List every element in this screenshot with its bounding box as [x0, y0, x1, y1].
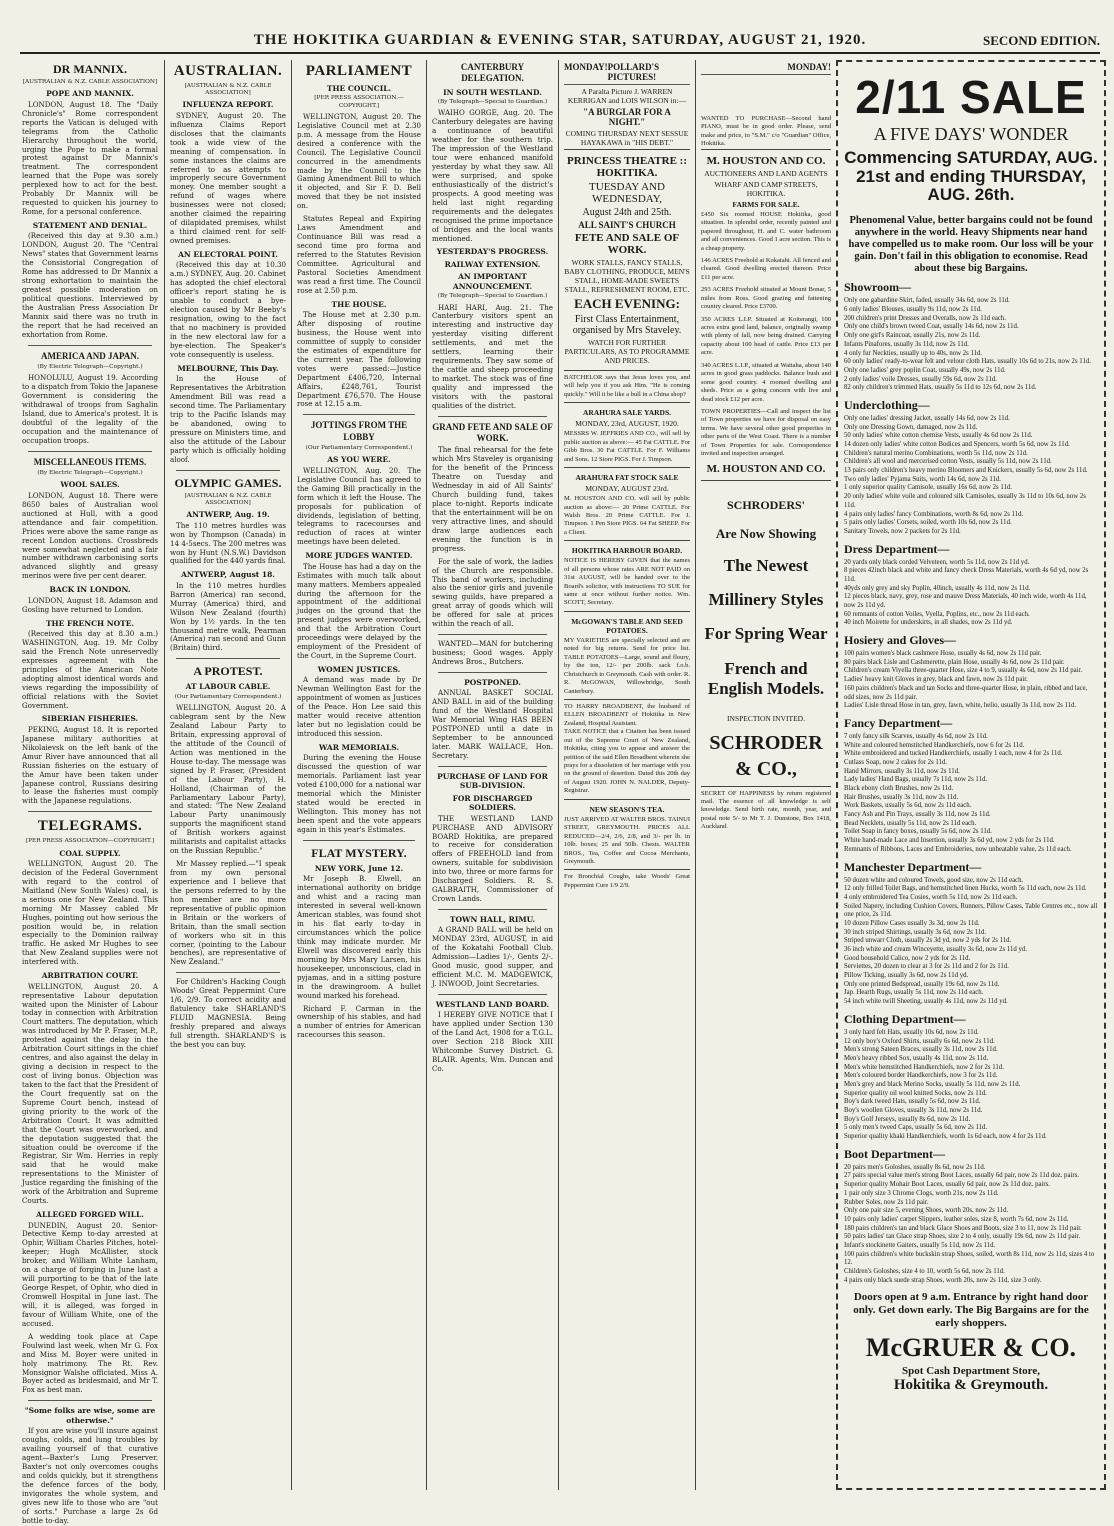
department-heading: Hosiery and Gloves—	[844, 633, 957, 648]
article-paragraph: The 110 metres hurdles was won by Thompson (Canada) in 14 4-5secs. The 200 metres was won by Hunt (N.S.W.) Davidson qualified for the 440 yards final.	[170, 520, 286, 566]
monday-right: MONDAY!	[787, 62, 831, 72]
subhead: ANTWERP, Aug. 19.	[186, 510, 270, 520]
houston-farms	[701, 149, 831, 480]
sale-item: Children's cream Viyella three-quarter Hose, size 4 to 9, usually 4s 6d, now 2s 11d pair.	[844, 667, 1083, 675]
masthead	[20, 30, 1100, 54]
sale-item: Jap. Hearth Rugs, usually 5s 11d, now 2s 11d each.	[844, 989, 984, 997]
headline-misc-items: MISCELLANEOUS ITEMS.	[33, 456, 147, 467]
subhead: AT LABOUR CABLE.	[185, 682, 271, 692]
subhead: YESTERDAY'S PROGRESS.	[436, 247, 549, 257]
subhead: NEW YORK, June 12.	[314, 863, 404, 873]
sale-item: 4 only fur Neckties, usually up to 40s, now 2s 11d.	[844, 349, 983, 357]
article-paragraph: (Received this day at 10.30 a.m.) SYDNEY, Aug. 20. Cabinet has adopted the chief electoral officer's report stating he is unable to conduct a bye-election caused by Mr Beeby's resignation, owing to the fact that no machinery is provided in the new electoral law for a bye-election. The Speaker's vote consequently is useless.	[170, 260, 286, 359]
sale-item: Pillow Ticking, usually 3s 6d, now 2s 11d yd.	[844, 972, 969, 980]
divider	[303, 414, 415, 415]
sale-item: 30 inch striped Shirtings, usually 3s 6d, now 2s 11d.	[844, 928, 987, 936]
subhead: MORE JUDGES WANTED.	[305, 551, 413, 561]
first-class: First Class Entertainment, organised by Mrs Staveley.	[572, 314, 682, 336]
article-paragraph: Statutes Repeal and Expiring Laws Amendment and Continuance Bill was read a second time pro forma and referred to the Statutes Revision Committee. Agricultural and Pastoral Societies Amendment was read a first time. The Council rose at 2.50 p.m.	[297, 214, 421, 295]
citation-text: TAKE NOTICE that a Citation has been issued out of the Supreme Court of New Zealand, Hokitika, citing you to appear and answer the petition of the said Ellen Broadbent wherein she prays for a dissolution of her marriage with you on the ground of desertion. Dated this 20th day of August 1920. JOHN N. NALDER, Deputy-Registrar.	[564, 728, 690, 795]
sale-item: Only one girl's Raincoat, usually 21s, now 2s 11d.	[844, 332, 981, 340]
citation-to: TO HARRY BROADBENT, the husband of ELLEN BROADBENT of Hokitika in New Zealand, Hospital Assistant.	[564, 702, 690, 727]
classified-paragraph: ANNUAL BASKET SOCIAL AND BALL in aid of the building fund of the Westland Hospital War Memorial Wing HAS BEEN POSTPONED until a date in September to be announced later. MARK WALLACE, Hon. Secretary.	[432, 688, 553, 760]
headline-olympic: OLYMPIC GAMES.	[174, 475, 282, 490]
showing: Are Now Showing	[715, 525, 817, 541]
sale-item: 20 yards only black corded Velveteen, worth 5s 11d, now 2s 11d yd.	[844, 558, 1030, 566]
headline-jottings: JOTTINGS FROM THE LOBBY	[310, 420, 408, 442]
sale-item: 12 only frilled Toilet Bags, and hemstitched linen Hucks, worth 5s 11d each, now 2s 11d.	[844, 885, 1087, 893]
subhead: IN SOUTH WESTLAND.	[443, 87, 542, 97]
days: TUESDAY AND WEDNESDAY,	[589, 181, 665, 205]
sale-item: Ladies' heavy knit Gloves in grey, black and fawn, now 2s 11d pair.	[844, 676, 1028, 684]
article-paragraph: HARI HARI, Aug. 21. The Canterbury visitors spent an interesting and instructive day yesterday visiting different settlements, and met the settlers, learning their requirements. They saw some of the cattle and sheep proceeding to market. The stock was of fine quality and impressed the visitors with the pastoral qualities of the district.	[432, 302, 553, 410]
tea-title: NEW SEASON'S TEA.	[589, 804, 665, 814]
sale-item: Superior quality khaki Handkerchiefs, worth 1s 6d each, now 4 for 2s 11d.	[844, 1133, 1047, 1141]
subhead: AN ELECTORAL POINT.	[178, 249, 278, 259]
mcgruer-sale-ad	[836, 60, 1106, 1490]
princess-theatre-ad	[564, 149, 690, 370]
divider	[303, 840, 415, 841]
caption: (By Electric Telegraph—Copyright.)	[37, 364, 143, 371]
sale-item: 10 dozen Pillow Cases usually 3s 3d, now 2s 11d.	[844, 919, 980, 927]
schroders-title: SCHRODERS'	[726, 497, 806, 512]
arahura-title: ARAHURA SALE YARDS.	[582, 408, 671, 418]
article-paragraph: The House met at 2.30 p.m. After disposing of routine business, the House went into committee of supply to consider the estimates of expenditure for the current year. The following votes were passed:—Justice Department £406,720, Internal Affairs, £248,761, Tourist Department £76,570. The House rose at 12.15 a.m.	[297, 310, 421, 409]
sale-item: Children's natural merino Combinations, worth 5s 11d, now 2s 11d.	[844, 449, 1028, 457]
caption: (By Telegraph—Special to Guardian.)	[437, 99, 548, 106]
subhead: INFLUENZA REPORT.	[182, 100, 274, 110]
farm-293: 293 ACRES Freehold situated at Mount Bonar, 5 miles from Ross. Good grazing and fattening country cleared. Price £3700.	[701, 286, 831, 311]
article-paragraph: LONDON, August 18. Adamson and Gosling have returned to London.	[22, 595, 158, 614]
cough-ad: For Bronchial Coughs, take Woods' Great Peppermint Cure 1/9 2/9.	[564, 869, 690, 893]
schroders-ad	[701, 480, 831, 786]
sale-item: 5 only men's tweed Caps, usually 5s 6d, now 2s 11d.	[844, 1124, 988, 1132]
sale-dates: Commencing SATURDAY, AUG. 21st and ending THURSDAY, AUG. 26th.	[844, 148, 1098, 205]
divider	[28, 451, 152, 452]
sale-item: 40 inch Moirette for underskirts, in all shades, now 2s 11d yd.	[844, 619, 1013, 627]
sale-item: Children's Goloshes, size 4 to 10, worth 5s 6d, now 2s 11d.	[844, 1268, 1005, 1275]
farm-450: £450 Six roomed HOUSE Hokitika, good situation. In splendid order, recently painted and papered throughout, H. and C. water bathroom and all conveniences. Good 1 acre section. This is a cheap property.	[701, 210, 831, 252]
sale-item: 60 only ladies' ready-to-wear felt and velour cloth Hats, usually 10s 6d to 21s, now 2s 11d.	[844, 358, 1091, 366]
coming-thursday: COMING THURSDAY NEXT SESSUE HAYAKAWA in "HIS DEBT."	[565, 129, 689, 147]
subhead: RAILWAY EXTENSION.	[444, 259, 541, 269]
sale-item: Remnants of Ribbons, Laces and Embroideries, now unbeatable value, 2s 11d each.	[844, 845, 1072, 853]
sale-item: 200 children's print Dresses and Overalls, now 2s 11d each.	[844, 314, 1006, 322]
subhead: THE HOUSE.	[331, 299, 387, 309]
divider	[28, 811, 152, 812]
sale-item: 54 inch white twill Sheeting, usually 4s 11d, now 2s 11d yd.	[844, 998, 1008, 1006]
caption: (By Electric Telegraph—Copyright.)	[37, 470, 143, 477]
sale-item: White and coloured hemstitched Handkerchiefs, now 6 for 2s 11d.	[844, 741, 1025, 749]
sale-item: 3 only hard felt Hats, usually 10s 6d, now 2s 11d.	[844, 1028, 979, 1036]
article-paragraph: During the evening the House discussed the question of war memorials. Parliament last year voted £100,000 for a national war memorial which the Minister stated would be erected in Wellington. This money has not been spent and the vote appears again in this year's Estimates.	[297, 753, 421, 834]
subhead: ANTWERP, August 18.	[181, 570, 275, 580]
caption: [AUSTRALIAN & N.Z. CABLE ASSOCIATION]	[184, 492, 272, 506]
sale-item: Hair Brushes, usually 3s 11d, now 2s 11d.	[844, 793, 959, 801]
fat-stock-date: MONDAY, AUGUST 23rd.	[585, 484, 669, 494]
sale-item: 1 pair only size 3 Chrome Clogs, worth 21s, now 2s 11d.	[844, 1189, 999, 1197]
sale-item: Serviettes, 20 dozen to clear at 3 for 2s 11d and 2 for 2s 11d.	[844, 963, 1009, 971]
sale-item: Toilet Soap in fancy boxes, usually 5s 6d, now 2s 11d.	[844, 828, 992, 836]
headline-dr-mannix: DR MANNIX.	[53, 62, 127, 76]
each-evening: EACH EVENING:	[574, 296, 680, 311]
harbour-title: HOKITIKA HARBOUR BOARD.	[571, 546, 683, 556]
harbour-board	[564, 540, 690, 611]
caption: (Our Parliamentary Correspondent.)	[305, 445, 413, 452]
store-subtitle: Spot Cash Department Store,	[902, 1365, 1040, 1378]
divider	[28, 1400, 152, 1401]
subhead: SIBERIAN FISHERIES.	[41, 714, 139, 724]
article-paragraph: SYDNEY, August 20. The influenza Claims Report discloses that the claimants took a wide view of the meaning of compensation. In some instances the claims are referred to as attempts to improperly secure Government money. One member sought a refund of wages where businesses were not closed; another claimed the repairing of dilapidated premises, whilst a third claimed rent for self-owned premises.	[170, 110, 286, 246]
millinery: Millinery Styles	[708, 589, 824, 609]
sale-item: 2 only ladies' voile Dresses, usually 59s 6d, now 2s 11d.	[844, 375, 997, 383]
subhead: TOWN HALL, RIMU.	[449, 915, 536, 925]
farm-340: 340 ACRES L.I.P., situated at Waitaha, about 140 acres in good grass paddocks. Balance bush and some good country. 4 roomed dwelling and sheds. Price as a going concern with live and dead stock £12 per acre.	[701, 361, 831, 403]
sale-item: 20 pairs men's Goloshes, usually 8s 6d, now 2s 11d.	[844, 1163, 986, 1171]
article-paragraph: WELLINGTON, August 20. The Legislative Council met at 2.30 p.m. A message from the House desired a conference with the Council. The Legislative Council concurred in the amendments made by the Council to the Gaming Amendment Bill to which it objected, and Sir F. D. Bell moved that they be not insisted on.	[297, 111, 421, 211]
article-paragraph: A wedding took place at Cape Foulwind last week, when Mr G. Fox and Miss M. Boyer were united in holy matrimony. The Rt. Rev. Monsignor Walshe officiated. Miss A. Boyer acted as bridesmaid, and Mr T. Fox as best man.	[22, 1331, 158, 1395]
sale-item: 160 pairs children's black and tan Socks and three-quarter Hose, in plain, ribbed and lace, odd sizes, now 2s 11d pair.	[844, 684, 1088, 701]
sale-item: Cutlass Soap, now 2 cakes for 2s 11d.	[844, 758, 948, 766]
headline-telegrams: TELEGRAMS.	[37, 818, 143, 835]
houston-address: WHARF AND CAMP STREETS, HOKITIKA.	[714, 179, 818, 198]
subhead: POPE AND MANNIX.	[46, 89, 134, 99]
subhead: AN IMPORTANT ANNOUNCEMENT.	[452, 272, 533, 291]
column-4	[432, 60, 553, 1490]
article-paragraph: WELLINGTON, August 20. The decision of the Federal Government with regard to the control of Maitland (New South Wales) coal, is a serious one for New Zealand. This morning Mr Massey cabled Mr Hughes, pointing out how serious the position would be, in relation especially to the Dominion railway traffic. He asked Mr Hughes to see that New Zealand supplies were not interfered with.	[22, 858, 158, 967]
divider	[438, 672, 547, 673]
sale-item: Lady ladies' Hand Bags, usually 7s 11d, now 2s 11d.	[844, 776, 988, 784]
sale-item: Men's grey and black Merino Socks, usually 5s 11d, now 2s 11d.	[844, 1080, 1021, 1088]
divider	[176, 972, 280, 973]
dates: August 24th and 25th.	[582, 207, 672, 218]
subhead: FOR DISCHARGED SOLDIERS.	[452, 793, 533, 813]
fat-stock-sale	[564, 467, 690, 540]
department-heading: Underclothing—	[844, 397, 930, 412]
caption: [PER PRESS ASSOCIATION—COPYRIGHT.]	[25, 838, 155, 845]
advert-paragraph: If you are wise you'll insure against coughs, colds, and lung troubles by availing yourself of that curative agent—Baxter's Lung Preserver. Baxter's not only overcomes coughs and colds quickly, but it strengthens the defence forces of the body, invigorates the whole system, and gives new life to those who are "out of sorts." Purchase a large 2s 6d bottle to-day.	[22, 1426, 158, 1525]
arahura-sale	[564, 402, 690, 467]
fat-stock-title: ARAHURA FAT STOCK SALE	[575, 473, 679, 483]
subhead: MELBOURNE, This Day.	[177, 363, 279, 373]
mcgowan-text: MY VARIETIES are specially selected and are noted for big returns. Send for price list. TABLE POTATOES—Large, sound and floury, by the ton, 12/- per 200lb. sack f.o.b. Christchurch to Greymouth. Cash with order. R. R. McGOWAN, Willowbridge, South Canterbury.	[564, 636, 690, 695]
tea-ad	[564, 799, 690, 870]
sale-item: Only one pair size 5, evening Shoes, worth 20s, now 2s 11d.	[844, 1207, 1009, 1215]
subhead: AS YOU WERE.	[327, 455, 391, 465]
sale-item: 4 pairs only black suede strap Shoes, worth 20s, now 2s 11d, size 3 only.	[844, 1276, 1042, 1284]
department-heading: Dress Department—	[844, 541, 950, 556]
newest: The Newest	[723, 555, 809, 575]
doors-open: Doors open at 9 a.m. Entrance by right hand door only. Get down early. The Big Bargains are for the early shoppers.	[853, 1291, 1089, 1329]
sale-item: 100 pairs women's black cashmere Hose, usually 4s 6d, now 2s 11d pair.	[844, 650, 1042, 658]
sale-item: Only one printed Bedspread, usually 19s 6d, now 2s 11d.	[844, 980, 1000, 988]
farm-146: 146 ACRES Freehold at Kokatahi. All fenced and cleared. Good dwelling erected thereon. Price £11 per acre.	[701, 256, 831, 281]
monday-right-banner	[701, 60, 831, 75]
article-paragraph: PEKING, August 18. It is reported Japanese military authorities at Nikolaievsk on the left bank of the Amur River have announced that all Russian fisheries on the estuary of the Amur have been taken under Japanese control, Russians desiring to lease the fisheries must comply with the Japanese regulations.	[22, 724, 158, 806]
sale-item: 4 pairs only ladies' fancy Combinations, worth 8s 6d, now 2s 11d.	[844, 510, 1024, 518]
farm-350: 350 ACRES L.I.P. Situated at Koiterangi, 100 acres extra good land, balance, originally swamp with plenty of fall, now being drained. Carrying capacity about 100 head of cattle. Price £13 per acre.	[701, 315, 831, 357]
article-paragraph: In the 110 metres hurdles Barron (America) ran second, Murray (America) third, and Wilson New Zealand (fourth) Won by 1½ yards. In the ten thousand metre walk, Pearman (America) ran second and Gunn (Britain) third.	[170, 580, 286, 653]
sale-item: Infants Pinafores, usually 3s 11d, now 2s 11d.	[844, 340, 969, 348]
batchelor-ad: BATCHELOR says that Jesus loves you, and will help you if you ask Him. "He is coming quickly." Will it be like a bull in a China shop?	[564, 370, 690, 402]
article-paragraph: HONOLULU, August 19. According to a dispatch from Tokio the Japanese Government is considering the withdrawal of troops from Saghalin Island, due to America's protest. It is doubtful of the legality of the occupation and the maintenance of occupation troops.	[22, 373, 158, 445]
department-list	[844, 280, 1098, 1285]
fete: FETE AND SALE OF WORK.	[574, 232, 680, 256]
column-rule	[426, 60, 427, 1490]
divider	[176, 470, 280, 471]
sale-item: Only one Dressing Gown, damaged, now 2s 11d.	[844, 423, 978, 431]
watch: WATCH FOR FURTHER PARTICULARS, AS TO PROGRAMME AND PRICES.	[564, 338, 690, 365]
farms-for-sale: FARMS FOR SALE.	[732, 199, 800, 209]
sale-item: White hand-made Lace and Insertion, usually 3s 6d yd, now 2 yds for 2s 11d.	[844, 837, 1055, 845]
sale-item: Fancy Ash and Pin Trays, usually 3s 11d, now 2s 11d.	[844, 811, 991, 819]
pollards-banner	[564, 60, 690, 85]
article-paragraph: The House has had a day on the Estimates with much talk about many matters. Members appealed during the afternoon for the appointment of the additional judges on the ground that the present judges were overworked, and that the Arbitration Court proceedings were delayed by the employment of the President of the Court, in the Supreme Court.	[297, 561, 421, 661]
sale-item: Men's white hemstitched Handkerchiefs, now 2 for 2s 11d.	[844, 1063, 1004, 1071]
sale-item: Boy's dark tweed Hats, usually 5s 6d, now 2s 11d.	[844, 1098, 981, 1106]
sale-item: 60 remnants of cotton Voiles, Vyella, Poplins, etc., now 2s 11d each.	[844, 610, 1030, 618]
sale-item: 10 pairs only ladies' carpet Slippers, leather soles, size 8, worth 7s 6d, now 2s 11d.	[844, 1215, 1069, 1223]
article-paragraph: LONDON, August 18. There were 8650 bales of Australian wool auctioned at Hull, with a good attendance and fair competition. Prices were above the same range as recent London auctions. Crossbreds were somewhat neglected and a fair number withdrawn carbonising sorts advanced slightly and greasy merinos were five per cent dearer.	[22, 490, 158, 581]
town-properties: TOWN PROPERTIES—Call and inspect the list of Town properties we have for disposal on easy terms. We have several other good properties in other parts of the West Coast. There is a number of Town Properties for sale. Correspondence invited and inspection arranged.	[701, 407, 831, 458]
column-6	[701, 60, 831, 1490]
sale-item: 82 only children's trimmed Hats, usually 5s 11d to 12s 6d, now 2s 11d.	[844, 384, 1037, 392]
wanted-piano: WANTED TO PURCHASE—Second hand PIANO, must be in good order. Please, send make and price, to "S.M." c/o "Guardian" Office, Hokitika.	[701, 115, 831, 148]
sale-item: Good household Calico, now 2 yds for 2s 11d.	[844, 954, 971, 962]
caption: [AUSTRALIAN & N.Z. CABLE ASSOCIATION]	[184, 82, 272, 97]
sale-item: 4 only embroidered Tea Cosies, worth 5s 11d, now 2s 11d each.	[844, 893, 1018, 901]
sale-item: White embroidered and tucked Handkerchiefs, usually 1 each, now 4 for 2s 11d.	[844, 750, 1063, 758]
column-5	[564, 60, 690, 1490]
store-name: McGRUER & CO.	[865, 1333, 1077, 1363]
sale-item: Men's strong Sateen Braces, usually 3s 11d, now 2s 11d.	[844, 1046, 998, 1054]
subhead: POSTPONED.	[464, 677, 521, 687]
sale-item: Boy's woollen Gloves, usually 3s 11d, now 2s 11d.	[844, 1107, 983, 1114]
classified-paragraph: THE WESTLAND LAND PURCHASE AND ADVISORY BOARD Hokitika, are prepared to receive for consideration offers of FREEHOLD land from owners, suitable for subdivision into two, three or more farms for Discharged Soldiers. R. S. GALBRAITH, Commissioner of Crown Lands.	[432, 813, 553, 904]
mcgowan-ad	[564, 611, 690, 699]
classified-paragraph: I HEREBY GIVE NOTICE that I have applied under Section 130 of the Land Act, 1908 for a T.G.L. over Section 218 Block XIII Whitcombe Survey District. G. BLAIR. Agents, Wm. Duncan and Co.	[432, 1010, 553, 1074]
department-heading: Clothing Department—	[844, 1011, 966, 1026]
sale-item: Infant's stockinette Gaiters, usually 5s 11d, now 2s 11d.	[844, 1241, 996, 1249]
mcgowan-title: McGOWAN'S TABLE AND SEED POTATOES.	[571, 616, 683, 635]
princess-theatre: PRINCESS THEATRE :: HOKITIKA.	[566, 155, 687, 179]
divider	[438, 766, 547, 767]
pollard-title: "A BURGLAR FOR A NIGHT."	[583, 107, 671, 127]
headline-flat-mystery: FLAT MYSTERY.	[311, 845, 407, 860]
sale-item: Only one ladies' grey poplin Coat, usually 49s, now 2s 11d.	[844, 366, 1006, 374]
sale-item: Sanitary Towels, now 2 packets for 2s 11d.	[844, 527, 961, 535]
department-heading: Manchester Department—	[844, 859, 982, 874]
inspection: INSPECTION INVITED.	[727, 713, 805, 723]
sale-item: 100 pairs children's white buckskin strap Shoes, soiled, worth 8s 11d, now 2s 11d, sizes 4 to 12.	[844, 1250, 1095, 1267]
tea-text: JUST ARRIVED AT WALTER BROS. TAINUI STREET, GREYMOUTH. PRICES ALL REDUCED—2/4, 2/6, 2/8, and 3/- per lb. in 10lb. boxes; 25 and 50lb. Chests. WALTER BROS., Tea, Coffee and Cocoa Merchants, Greymouth.	[564, 815, 690, 865]
divider	[438, 994, 547, 995]
sale-item: 180 pairs children's tan and black Glace Shoes and Boots, size 3 to 11, now 2s 11d pair.	[844, 1224, 1082, 1232]
article-paragraph: Mr Joseph B. Elwell, an international authority on bridge and whist and a racing man interested in several well-known American stables, was found shot in his flat early to-day in circumstances which the police think may indicate murder. Mr Elwell was discovered early this morning by Mrs Mary Larsen, his housekeeper, unconscious, clad in pyjamas, and in a sitting posture in the drawingroom. A bullet wound marked his forehead.	[297, 874, 421, 1000]
sale-item: Rubber Soles, now 2s 11d pair.	[844, 1198, 929, 1206]
article-paragraph: (Received this day at 9.30 a.m.) LONDON, August 20. The "Central News" states that Government learns the Consistorial Congregation of Rome has addressed to Dr Mannix a strong exhortation to maintain the greatest possible moderation on political questions. Interviewed by the Australian Press Association Dr Mannix said there was no truth in the report that he had received an exhortation from Rome.	[22, 231, 158, 339]
article-paragraph: WELLINGTON, August 20. A representative Labour deputation waited upon the Minister of Labour today in connection with Arbitration Court matters. The deputation, which was introduced by Mr P. Fraser, M.P., protested against the delay in the Arbitration Court sittings in the chief centres, and also against the delay in giving a decision in respect to the cost of living bonus. Objection was taken to the fact that the President of the Court frequently sat on the Supreme Court bench, instead of giving priority to the work of the Arbitration Court. It was admitted that the Court was overworked, and the deputation suggested that the situation could be overcome if the Registrar, Sir Wm. Herries in reply said that he would make representations to the Minister of Justice regarding the finishing of the work of the Arbitration and Supreme Courts.	[22, 981, 158, 1206]
monday-left: MONDAY!	[564, 62, 608, 72]
headline-canterbury: CANTERBURY DELEGATION.	[460, 62, 525, 84]
sale-item: Superior quality oil wool knitted Socks, now 2s 11d.	[844, 1089, 987, 1097]
houston-name: M. HOUSTON AND CO.	[706, 154, 826, 167]
sale-item: 50 dozen white and coloured Towels, good size, now 2s 11d each.	[844, 876, 1024, 884]
sale-intro: Phenomenal Value, better bargains could not be found anywhere in the world. Heavy Shipments near hand have compelled us to make room. Our loss will be your gain. Don't fail in this obligation to economise. Read about these big Bargains.	[848, 215, 1094, 275]
advert-paragraph: For Children's Hacking Cough Woods' Great Peppermint Cure 1/6, 2/9. To correct acidity and flatulency take SHARLAND'S FLUID MAGNESIA. Being freshly prepared and always full strength. SHARLAND'S is the best you can buy.	[170, 977, 286, 1049]
subhead: BACK IN LONDON.	[49, 585, 131, 595]
caption: (By Telegraph—Special to Guardian.)	[437, 293, 548, 300]
french-models: French and English Models.	[707, 658, 825, 699]
sale-item: Only one ladies' dressing Jacket, usually 14s 6d, now 2s 11d.	[844, 414, 1010, 422]
pollards-pictures: POLLARD'S PICTURES!	[607, 62, 660, 82]
sale-item: 8 pieces 42inch black and white and fancy check Dress Materials, worth 4s 6d yd, now 2s 11d.	[844, 567, 1089, 583]
divider	[438, 416, 547, 417]
department-heading: Fancy Department—	[844, 715, 953, 730]
store-towns: Hokitika & Greymouth.	[893, 1377, 1049, 1394]
pollard-text: A Paralta Picture J. WARREN KERRIGAN and LOIS WILSON in:—	[567, 87, 687, 105]
houston-name-2: M. HOUSTON AND CO.	[706, 462, 826, 475]
sale-item: 12 only boy's Oxford Shirts, usually 6s 6d, now 2s 11d.	[844, 1037, 995, 1045]
column-rule	[695, 60, 696, 1490]
newspaper-title: THE HOKITIKA GUARDIAN & EVENING STAR, SATURDAY, AUGUST 21, 1920.	[253, 32, 867, 48]
headline-america-japan: AMERICA AND JAPAN.	[40, 350, 140, 361]
subhead: WOOL SALES.	[60, 480, 120, 490]
subhead: THE COUNCIL.	[326, 83, 392, 93]
subhead: WESTLAND LAND BOARD.	[435, 1000, 550, 1010]
fat-stock-text: M. HOUSTON AND CO. will sell by public auction as above:— 20 Prime CATTLE. For Walsh Bros. 20 Prime CATTLE. For J. Timpson. 1 Pen Store PIGS. 64 Fat SHEEP. For a Client.	[564, 495, 690, 536]
classified-wanted: WANTED—MAN for butchering business; Good wages. Apply Andrews Bros., Butchers.	[432, 639, 553, 667]
sale-item: Only one child's brown tweed Coat, usually 14s 6d, now 2s 11d.	[844, 323, 1019, 331]
sale-item: 7 only fancy silk Scarves, usually 4s 6d, now 2s 11d.	[844, 732, 988, 740]
caption: [PER PRESS ASSOCIATION.—COPYRIGHT.]	[314, 95, 404, 109]
column-rule	[291, 60, 292, 1490]
sale-item: 36 inch white and cream Winceyette, usually 3s 6d, now 2s 11d yd.	[844, 946, 1028, 953]
sale-item: 40yds only grey and sky Poplin, 40inch, usually 4s 11d, now 2s 11d.	[844, 584, 1031, 592]
harbour-notice: NOTICE IS HEREBY GIVEN that the names of all persons whose rates ARE NOT PAID on 31st AUGUST, will be handed over to the Board's solicitor, with instructions TO SUE for same at once without further notice. Wm. SCOTT, Secretary.	[564, 557, 690, 607]
headline-australian: AUSTRALIAN.	[173, 63, 283, 79]
subhead: COAL SUPPLY.	[59, 848, 121, 858]
sale-item: 6 only ladies' Blouses, usually 9s 11d, now 2s 11d.	[844, 306, 982, 314]
sale-item: Superior quality Mohair Boot Laces, usually 6d pair, now 2s 11d doz. pairs.	[844, 1181, 1050, 1189]
sale-item: Work Baskets, usually 5s 6d, now 2s 11d each.	[844, 802, 972, 810]
column-2	[170, 60, 286, 1490]
divider	[438, 909, 547, 910]
sale-subtitle: A FIVE DAYS' WONDER	[873, 124, 1069, 144]
column-1	[22, 60, 158, 1525]
sale-item: Men's heavy ribbed Sox, usually 4s 11d, now 2s 11d.	[844, 1054, 989, 1062]
sale-item: 50 pairs ladies' tan Glace strap Shoes, size 2 to 4 only, usually 19s 6d, now 2s 11d pair.	[844, 1233, 1081, 1241]
sale-item: 12 pieces black, navy, grey, rose and mauve Dress Materials, 40 inch wide, worth 4s 11d, now 2s 11d yd.	[844, 593, 1087, 609]
article-paragraph: WELLINGTON, Aug. 20. The Legislative Council has agreed to the Gaming Bill practically in the form which it left the House. The proposals for publication of dividends, legislation of betting, telegrams to racecourses and reduction of races at winter meetings have been deleted.	[297, 465, 421, 547]
citation-notice	[564, 699, 690, 799]
article-paragraph: WAIHO GORGE, Aug. 20. The Canterbury delegates are having a continuance of beautiful weather for the southern trip. The impression of the Westland tour were enhanced manifold yesterday by what they saw. All were surprised, and spoke enthusiastically of the district's prospects. A good meeting was held last night regarding requirements and the delegates recognised the prime importance of bridges and the local wants mentioned.	[432, 108, 553, 243]
sale-item: Ladies' Lisle thread Hose in tan, grey, fawn, white, helio, usually 3s 11d, now 2s 11d.	[844, 702, 1077, 710]
sale-item: Boy's Golf Jerseys, usually 8s 6d, now 2s 11d.	[844, 1115, 971, 1123]
subhead: PURCHASE OF LAND FOR SUB-DIVISION.	[437, 771, 548, 791]
sale-item: Striped unwarr Cloth, usually 2s 3d yd, now 2 yds for 2s 11d.	[844, 937, 1012, 945]
article-paragraph: (Received this day at 8.30 a.m.) WASHINGTON, Aug. 19. Mr Colby said the French Note unreservedly expresses agreement with the principles of the American Note adopting almost identical words and views regarding the impossibility of official relations with the Soviet Government.	[22, 629, 158, 710]
sale-item: Soiled Napery, including Cushion Covers, Runners, Pillow Cases, Table Centres etc., now all one price, 2s 11d.	[844, 902, 1098, 919]
divider	[28, 345, 152, 346]
edition-label: SECOND EDITION.	[982, 33, 1100, 48]
article-paragraph: WELLINGTON, August 20. A cablegram sent by the New Zealand Labour Party to Britain, expressing approval of the attitude of the Council of Action was mentioned in the House to-day. The message was signed by P. Fraser, (President of the Labour Party), H. Holland, (Chairman of the Parliamentary Labour Party), and stated: "The New Zealand Labour Party unanimously supports the magnificent stand of British workers against militarists and capitalist attacks on the Russian Republic."	[170, 703, 286, 856]
sale-item: 13 pairs only children's heavy merino Bloomers and Knickers, usually 5s 6d, now 2s 11d.	[844, 467, 1088, 475]
church: ALL SAINT'S CHURCH	[578, 220, 676, 230]
sale-item: Hand Mirrors, usually 3s 11d, now 2s 11d.	[844, 767, 960, 775]
headline-parliament: PARLIAMENT	[305, 63, 413, 79]
classified-paragraph: A GRAND BALL will be held on MONDAY 23rd, AUGUST, in aid of the Kokatahi Football Club. Admission—Ladies 1/-, Gents 2/-. Good music, good supper, and efficient M.C. M. MADGEWICK, J. INWOOD, Joint Secretaries.	[432, 925, 553, 989]
article-paragraph: In the House of Representatives the Arbitration Amendment Bill was read a second time. The Parliamentary trip to the Pacific Islands may be abandoned, owing to pressure on Ministers time, and also the attitude of the Labour party which is officially holding aloof.	[170, 374, 286, 464]
houston-auctioneers: AUCTIONEERS AND LAND AGENTS	[704, 168, 828, 178]
article-paragraph: For the sale of work, the ladies of the Church are responsible. This band of workers, including also the senior girls and juvenile sewing guilds, have prepared a great array of goods which will be offered for sale at prices within the reach of all.	[432, 556, 553, 629]
sale-item: 14 dozen only ladies' white cotton Bodices and Spencers, worth 5s 6d, now 2s 11d.	[844, 441, 1070, 448]
schroder-name: SCHRODER	[709, 731, 823, 754]
schroder-co: & CO.,	[735, 757, 797, 780]
divider	[176, 658, 280, 659]
divider	[438, 634, 547, 635]
article-paragraph: The final rehearsal for the fete which Mrs Staveley is organising for the benefit of the Princess Theatre on Tuesday and Wednesday in aid of All Saints' Church building fund, takes place to-night. Reports indicate that the entertainment will be on very attractive lines, and should draw large audiences each evening the function is in progress.	[432, 445, 553, 553]
sale-title: 2/11 SALE	[855, 71, 1087, 123]
column-3	[297, 60, 421, 1490]
article-paragraph: A demand was made by Dr Newman Wellington East for the appointment of women as Justices of the Peace. Hon Lee said this matter would receive attention later but no legislation could be introduced this session.	[297, 675, 421, 739]
sale-item: 27 pairs special value men's strong Boot Laces, usually 6d pair, now 2s 11d doz. pairs.	[844, 1172, 1079, 1180]
article-paragraph: DUNEDIN, August 20. Senior-Detective Kemp to-day arrested at Ophir, William Charles Pitches, hotel-keeper; Hugh McAllister, stock broker, and William White Lanham, on a charge of forging in June last a will purporting to be that of the late George Respet, of Ophir, who died in Cromwell Hospital in June last. The will, it is alleged, was forged in favour of William White, one of the accused.	[22, 1220, 158, 1328]
department-heading: Showroom—	[844, 280, 912, 295]
department-heading: Boot Department—	[844, 1146, 945, 1161]
advert-quote: "Some folks are wise, some are otherwise."	[24, 1406, 156, 1425]
caption: [AUSTRALIAN & N.Z. CABLE ASSOCIATION]	[22, 79, 158, 86]
subhead: WOMEN JUSTICES.	[317, 665, 401, 674]
headline-protest: A PROTEST.	[193, 664, 263, 679]
headline-grand-fete: GRAND FETE AND SALE OF WORK.	[432, 421, 553, 444]
subhead: WAR MEMORIALS.	[318, 743, 400, 752]
column-rule	[558, 60, 559, 1490]
arahura-date: MONDAY, 23rd, AUGUST, 1920.	[575, 419, 679, 429]
sale-item: Children's all wool and mercerised cotton Vests, usually 5s 11d, now 2s 11d.	[844, 458, 1052, 466]
sale-item: 80 pairs black Lisle and Cashmerette, plain Hose, usually 4s 6d, now 2s 11d pair.	[844, 658, 1065, 666]
column-rule	[164, 60, 165, 1490]
sale-item: Bead Necklets, usually 5s 11d, now 2s 11d each.	[844, 819, 977, 827]
sale-item: 50 only ladies' white cotton chemise Vests, usually 4s 6d now 2s 11d.	[844, 432, 1033, 440]
spring-wear: For Spring Wear	[704, 624, 828, 644]
sale-item: 5 pairs only ladies' Corsets, soiled, worth 10s 6d, now 2s 11d.	[844, 519, 1012, 527]
arahura-text: MESSRS W. JEFFRIES AND CO., will sell by public auction as above:— 45 Fat CATTLE. For Gibb Bros. 30 Fat CATTLE. For F. Williams and Sons. 12 Store PIGS. For J. Timpson.	[564, 430, 690, 463]
article-paragraph: LONDON, August 18. The "Daily Chronicle's" Rome correspondent reports the Vatican is deluged with telegrams from the Catholic Hierarchy throughout the world, urging the Pope to make a formal protest against Dr Mannix's treatment. The correspondent learned that the Pope was sorely perplexed how to act for the best. Probably Dr Mannix will be requested to quicken his journey to Rome, for a personal conference.	[22, 99, 158, 217]
sale-item: Men's coloured border Handkerchiefs, now 3 for 2s 11d.	[844, 1072, 998, 1080]
subhead: THE FRENCH NOTE.	[45, 618, 135, 628]
sale-item: Black ebony cloth Brushes, now 2s 11d.	[844, 785, 954, 792]
sale-item: Two only ladies' Pyjama Suits, worth 14s 6d, now 2s 11d.	[844, 475, 1002, 483]
secret-ad: SECRET OF HAPPINESS by return registered mail. The essence of all knowledge is self knowledge. Send birth rate, month, year, and postal note 5/- to Mr T. J. Dunstone, Box 1418, Auckland.	[701, 786, 831, 835]
article-paragraph: Richard F. Carman in the ownership of his stables, and had a number of entries for American racecourses this season.	[297, 1003, 421, 1040]
subhead: ALLEGED FORGED WILL.	[36, 1210, 144, 1220]
article-paragraph: Mr Massey replied.—"I speak from my own personal experience and I believe that the persons referred to by the hon member are no more representative of public opinion in Britain or the workers of Britain, than the small section of workers who sit in this corner, (pointing to the Labour benches), are representative of New Zealand."	[170, 859, 286, 967]
subhead: STATEMENT AND DENIAL.	[32, 221, 148, 231]
sale-item: 1 only superior quality Camisole, usually 16s 6d, now 2s 11d.	[844, 484, 1012, 492]
sale-item: Only one gabardine Skirt, faded, usually 34s 6d, now 2s 11d.	[844, 297, 1010, 305]
sale-item: 20 only ladies' white voile and coloured silk Camisoles, usually 3s 11d to 10s 6d, now 2s 11d.	[844, 493, 1086, 509]
subhead: ARBITRATION COURT.	[41, 971, 139, 981]
caption: (Our Parliamentary Correspondent.)	[174, 693, 282, 700]
stalls: WORK STALLS, FANCY STALLS, BABY CLOTHING, PRODUCE, MEN'S STALL, HOME-MADE SWEETS STALL, REFRESHMENT ROOM, ETC.	[564, 258, 690, 294]
